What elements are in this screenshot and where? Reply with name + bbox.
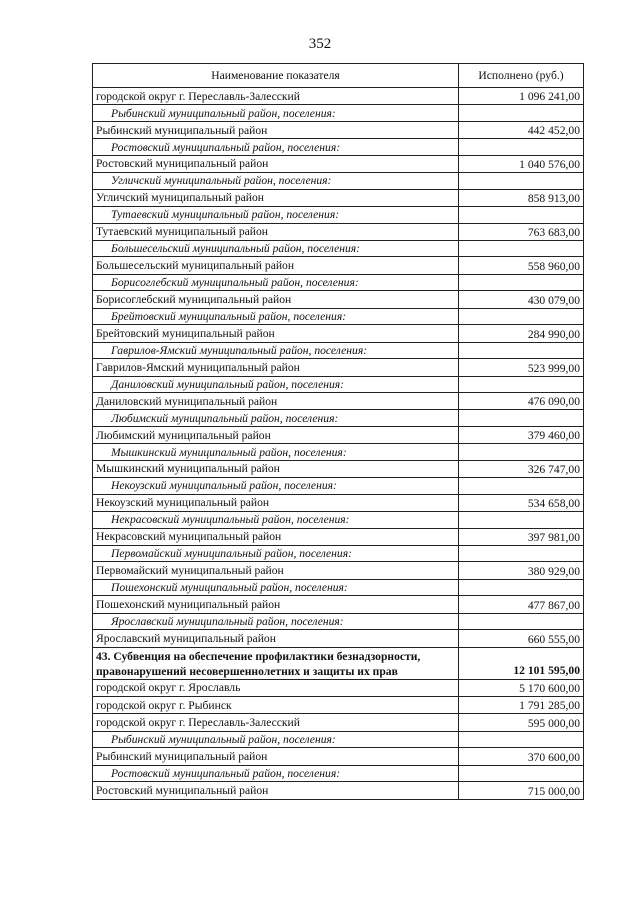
indicator-name-cell: городской округ г. Ярославль	[93, 679, 459, 696]
indicator-name-cell: Мышкинский муниципальный район	[93, 460, 459, 477]
subheading-row	[93, 207, 584, 224]
column-header-name: Наименование показателя	[93, 64, 459, 88]
indicator-name-cell: Рыбинский муниципальный район	[93, 121, 459, 138]
indicator-name-cell: Гаврилов-Ямский муниципальный район	[93, 359, 459, 376]
indicator-name-cell: городской округ г. Переславль-Залесский	[93, 88, 459, 105]
executed-amount-cell	[459, 173, 584, 190]
executed-amount-cell: 523 999,00	[459, 359, 584, 376]
table-row	[93, 460, 584, 477]
table-row	[93, 562, 584, 579]
table-row	[93, 393, 584, 410]
subheading-row	[93, 173, 584, 190]
table-row	[93, 291, 584, 308]
executed-amount-cell: 1 791 285,00	[459, 697, 584, 714]
subheading-row	[93, 731, 584, 748]
executed-amount-cell	[459, 579, 584, 596]
indicator-name-cell: Большесельский муниципальный район	[93, 257, 459, 274]
executed-amount-cell: 284 990,00	[459, 325, 584, 342]
executed-amount-cell: 370 600,00	[459, 748, 584, 765]
executed-amount-cell: 5 170 600,00	[459, 679, 584, 696]
indicator-name-cell: Брейтовский муниципальный район	[93, 325, 459, 342]
subheading-row	[93, 512, 584, 529]
table-header-row	[93, 64, 584, 88]
subheading-row	[93, 765, 584, 782]
executed-amount-cell	[459, 444, 584, 461]
table-row	[93, 189, 584, 206]
indicator-name-cell: Первомайский муниципальный район, поселения:	[93, 545, 459, 562]
indicator-name-cell: Рыбинский муниципальный район, поселения:	[93, 731, 459, 748]
indicator-name-cell: Угличский муниципальный район, поселения:	[93, 173, 459, 190]
table-row	[93, 596, 584, 613]
table-row	[93, 359, 584, 376]
indicator-name-cell: Ярославский муниципальный район, поселения:	[93, 613, 459, 630]
indicator-name-cell: Тутаевский муниципальный район	[93, 223, 459, 240]
subheading-row	[93, 105, 584, 122]
executed-amount-cell: 660 555,00	[459, 630, 584, 647]
indicator-name-cell: городской округ г. Переславль-Залесский	[93, 714, 459, 731]
indicator-name-cell: Некоузский муниципальный район	[93, 494, 459, 511]
indicator-name-cell: Гаврилов-Ямский муниципальный район, поселения:	[93, 342, 459, 359]
indicator-name-cell: Большесельский муниципальный район, поселения:	[93, 240, 459, 257]
indicator-name-cell: Ростовский муниципальный район, поселения:	[93, 139, 459, 156]
table-row	[93, 257, 584, 274]
subheading-row	[93, 545, 584, 562]
table-row	[93, 697, 584, 714]
indicator-name-cell: Рыбинский муниципальный район, поселения:	[93, 105, 459, 122]
executed-amount-cell	[459, 376, 584, 393]
subheading-row	[93, 240, 584, 257]
subheading-row	[93, 342, 584, 359]
indicator-name-cell: Угличский муниципальный район	[93, 189, 459, 206]
executed-amount-cell: 477 867,00	[459, 596, 584, 613]
subheading-row	[93, 579, 584, 596]
executed-amount-cell	[459, 240, 584, 257]
subheading-row	[93, 139, 584, 156]
executed-amount-cell	[459, 765, 584, 782]
executed-amount-cell: 715 000,00	[459, 782, 584, 799]
executed-amount-cell	[459, 613, 584, 630]
executed-amount-cell	[459, 512, 584, 529]
indicator-name-cell: городской округ г. Рыбинск	[93, 697, 459, 714]
table-row	[93, 426, 584, 443]
indicator-name-cell: Любимский муниципальный район	[93, 426, 459, 443]
subheading-row	[93, 410, 584, 427]
table-row	[93, 121, 584, 138]
executed-amount-cell: 442 452,00	[459, 121, 584, 138]
indicator-name-cell: Рыбинский муниципальный район	[93, 748, 459, 765]
indicator-name-cell: Даниловский муниципальный район, поселения:	[93, 376, 459, 393]
table-row	[93, 155, 584, 172]
table-row	[93, 714, 584, 731]
table-row	[93, 223, 584, 240]
indicator-name-cell: Первомайский муниципальный район	[93, 562, 459, 579]
indicator-name-cell: Даниловский муниципальный район	[93, 393, 459, 410]
indicator-name-cell: Ростовский муниципальный район, поселения:	[93, 765, 459, 782]
executed-amount-cell: 1 040 576,00	[459, 155, 584, 172]
table-row	[93, 325, 584, 342]
table-row	[93, 679, 584, 696]
indicator-name-cell: Пошехонский муниципальный район	[93, 596, 459, 613]
executed-amount-cell: 326 747,00	[459, 460, 584, 477]
executed-amount-cell	[459, 207, 584, 224]
table-row	[93, 782, 584, 799]
executed-amount-cell	[459, 105, 584, 122]
indicator-name-cell: Некрасовский муниципальный район, поселения:	[93, 512, 459, 529]
executed-amount-cell: 595 000,00	[459, 714, 584, 731]
indicator-name-cell: Борисоглебский муниципальный район	[93, 291, 459, 308]
subheading-row	[93, 444, 584, 461]
executed-amount-cell: 558 960,00	[459, 257, 584, 274]
executed-amount-cell	[459, 139, 584, 156]
executed-amount-cell	[459, 731, 584, 748]
executed-amount-cell: 534 658,00	[459, 494, 584, 511]
executed-amount-cell	[459, 545, 584, 562]
subheading-row	[93, 274, 584, 291]
subheading-row	[93, 478, 584, 495]
executed-amount-cell: 476 090,00	[459, 393, 584, 410]
table-row	[93, 748, 584, 765]
indicator-name-cell: Ростовский муниципальный район	[93, 155, 459, 172]
indicator-name-cell: 43. Субвенция на обеспечение профилактики безнадзорности, правонарушений несовершеннолетних и защиты их прав	[93, 647, 459, 679]
executed-amount-cell	[459, 478, 584, 495]
indicator-name-cell: Брейтовский муниципальный район, поселения:	[93, 308, 459, 325]
section-total-row	[93, 647, 584, 679]
executed-amount-cell: 1 096 241,00	[459, 88, 584, 105]
table-row	[93, 528, 584, 545]
table-row	[93, 494, 584, 511]
subheading-row	[93, 376, 584, 393]
table-row	[93, 88, 584, 105]
table-row	[93, 630, 584, 647]
subheading-row	[93, 308, 584, 325]
page-number: 352	[308, 36, 332, 52]
column-header-value: Исполнено (руб.)	[459, 64, 584, 88]
indicator-name-cell: Пошехонский муниципальный район, поселения:	[93, 579, 459, 596]
executed-amount-cell	[459, 308, 584, 325]
executed-amount-cell: 379 460,00	[459, 426, 584, 443]
indicator-name-cell: Ростовский муниципальный район	[93, 782, 459, 799]
indicator-name-cell: Мышкинский муниципальный район, поселения:	[93, 444, 459, 461]
indicator-name-cell: Некрасовский муниципальный район	[93, 528, 459, 545]
executed-amount-cell: 397 981,00	[459, 528, 584, 545]
executed-amount-cell: 763 683,00	[459, 223, 584, 240]
indicator-name-cell: Некоузский муниципальный район, поселения:	[93, 478, 459, 495]
report-table	[92, 63, 584, 800]
executed-amount-cell: 12 101 595,00	[459, 647, 584, 679]
executed-amount-cell: 858 913,00	[459, 189, 584, 206]
executed-amount-cell: 380 929,00	[459, 562, 584, 579]
executed-amount-cell	[459, 410, 584, 427]
executed-amount-cell: 430 079,00	[459, 291, 584, 308]
executed-amount-cell	[459, 342, 584, 359]
indicator-name-cell: Тутаевский муниципальный район, поселения:	[93, 207, 459, 224]
indicator-name-cell: Ярославский муниципальный район	[93, 630, 459, 647]
executed-amount-cell	[459, 274, 584, 291]
table-body	[93, 88, 584, 800]
indicator-name-cell: Борисоглебский муниципальный район, поселения:	[93, 274, 459, 291]
indicator-name-cell: Любимский муниципальный район, поселения:	[93, 410, 459, 427]
subheading-row	[93, 613, 584, 630]
